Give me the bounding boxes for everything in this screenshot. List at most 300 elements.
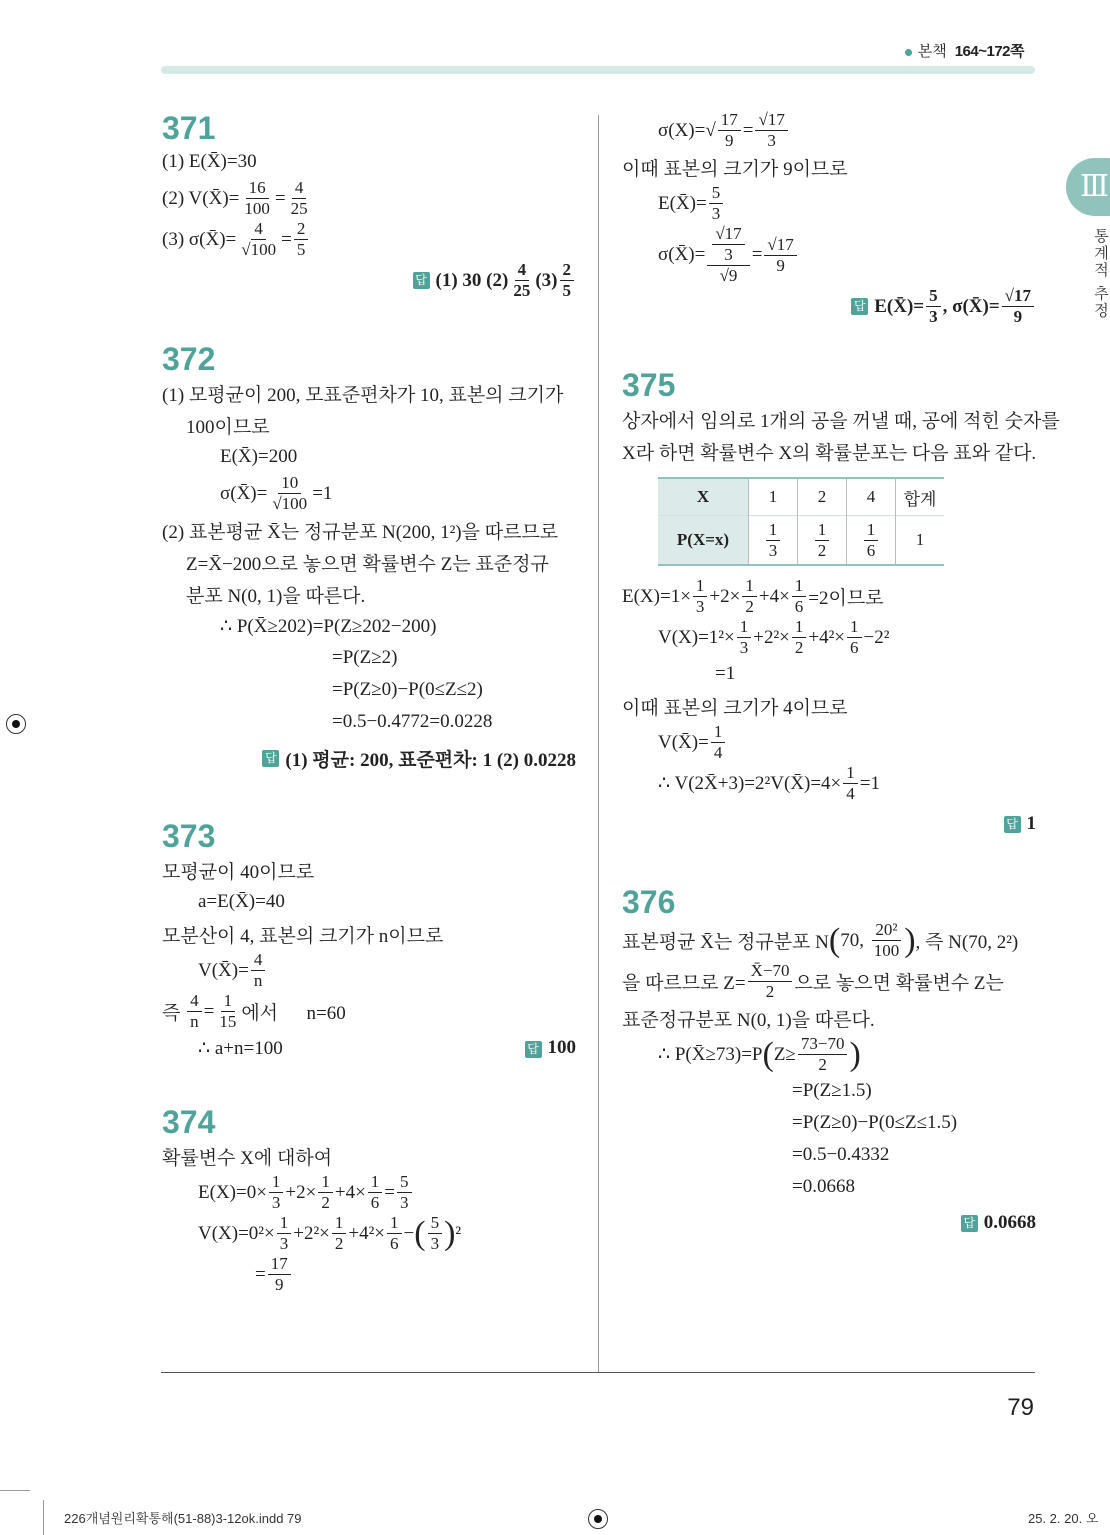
footer-date: 25. 2. 20. 오 (1028, 1511, 1099, 1526)
denominator (332, 1234, 347, 1254)
table-cell (658, 516, 749, 566)
answer-badge-icon: 답 (1004, 816, 1021, 833)
math-text: 3 (739, 638, 749, 657)
math-text: 3 (767, 131, 776, 150)
big-paren: ( (828, 921, 841, 959)
math-text: (3) (535, 269, 558, 291)
table-cell (658, 478, 749, 516)
math-text: ∴ V(2X̄+3)=2²V(X̄)=4× (658, 773, 842, 794)
column-divider (598, 115, 599, 1373)
answer-badge-icon: 답 (413, 272, 430, 289)
math-text: √17 (758, 110, 785, 129)
denominator (288, 199, 311, 219)
math-text: 3 (724, 245, 733, 264)
answer (622, 286, 1036, 327)
denominator (241, 199, 273, 219)
math-text: V(X̄)= (198, 959, 249, 981)
problem-continued (622, 110, 1036, 327)
math-text: σ(X̄)= (658, 244, 706, 265)
math-text: +2²× (293, 1222, 330, 1244)
fraction (847, 617, 862, 658)
fraction (712, 224, 744, 265)
solution-line (622, 151, 1036, 183)
denominator (510, 281, 533, 301)
big-paren: ) (849, 1035, 861, 1073)
fraction (871, 920, 903, 961)
problem-number: 372 (162, 341, 216, 377)
fraction (560, 260, 575, 301)
fraction (792, 576, 807, 617)
solution-line (162, 706, 576, 738)
denominator (272, 1275, 287, 1295)
math-text: 분포 N(0, 1)을 따른다. (186, 585, 366, 607)
denominator (269, 1193, 284, 1213)
solution-line (162, 1213, 576, 1254)
denominator (864, 541, 879, 561)
fraction (798, 1034, 848, 1075)
math-text: E(X)=1× (622, 585, 691, 607)
math-text: = (384, 1181, 396, 1203)
math-text: 1 (817, 519, 827, 539)
bullet-icon (905, 49, 912, 56)
answer-value: 100 (547, 1037, 576, 1058)
math-text: 1 (794, 576, 804, 595)
math-text: = (203, 1000, 215, 1022)
math-text: = (274, 187, 286, 209)
math-text: − (403, 1222, 415, 1244)
math-text: 2 (765, 982, 775, 1001)
numerator (187, 991, 202, 1012)
fraction (387, 1213, 402, 1254)
problem-371 (162, 110, 576, 301)
fraction (926, 286, 941, 327)
denominator (397, 1193, 412, 1213)
math-text: 20² (875, 920, 898, 939)
math-text: , 즉 N(70, 2²) (915, 932, 1019, 953)
math-text: 2 (794, 638, 804, 657)
page-number: 79 (1007, 1394, 1034, 1421)
denominator (926, 307, 941, 327)
math-text: 1 (915, 530, 925, 549)
numerator (292, 178, 307, 199)
table-header-row (658, 478, 944, 516)
math-text: 0.0668 (983, 1212, 1036, 1233)
math-text: X̄−70 (750, 961, 790, 980)
math-text: E(X̄)= (874, 295, 925, 317)
math-text: 3 (695, 597, 705, 616)
math-text: 1 (866, 519, 876, 539)
math-text: 9 (1013, 307, 1023, 326)
math-text: =2이므로 (808, 588, 884, 609)
math-text: E(X̄)=200 (220, 446, 298, 467)
math-text: +2× (709, 585, 741, 607)
problem-372 (162, 341, 576, 778)
fraction (737, 617, 752, 658)
solution-line (162, 441, 576, 473)
problem-number: 375 (622, 367, 676, 403)
math-text: P(X=x) (676, 530, 730, 549)
solution-line (622, 920, 1036, 961)
math-text: 2 (817, 487, 827, 506)
math-text: (2) 표본평균 X̄는 정규분포 N(200, 1²)을 따르므로 (162, 521, 559, 543)
solution-line (622, 110, 1036, 151)
math-text: X라 하면 확률변수 X의 확률분포는 다음 표와 같다. (622, 442, 1037, 464)
math-text: 70, (840, 929, 869, 951)
fraction (216, 991, 239, 1032)
numerator (251, 219, 266, 240)
math-text: √9 (719, 266, 738, 285)
numerator (872, 920, 900, 941)
solution-line (622, 576, 1036, 617)
numerator (560, 260, 575, 281)
math-text: 4 (846, 784, 855, 803)
math-text: 73−70 (800, 1034, 845, 1053)
numerator (246, 178, 269, 199)
fraction (269, 473, 310, 514)
numerator (707, 224, 749, 266)
math-text: 에서 n=60 (241, 1003, 346, 1024)
math-text: 5 (562, 281, 571, 300)
math-text: =1 (312, 482, 333, 504)
math-text: 3 (768, 540, 778, 560)
fraction (742, 576, 757, 617)
math-text: 6 (850, 638, 859, 657)
problem-375 (622, 367, 1060, 844)
math-text: 6 (390, 1234, 399, 1253)
table-cell (798, 478, 847, 516)
math-text: 1 (279, 1213, 289, 1232)
math-text: 4 (253, 950, 263, 969)
solution-line (162, 146, 576, 178)
problem-number: 373 (162, 818, 216, 854)
math-text: 1 (745, 576, 754, 595)
fraction (277, 1213, 292, 1254)
math-text: 1 (768, 519, 778, 539)
table-cell (896, 478, 945, 516)
math-text: (1) 30 (2) (435, 269, 509, 291)
math-text: 3 (430, 1234, 440, 1253)
math-text: Z=X̄−200으로 놓으면 확률변수 Z는 표준정규 (186, 553, 549, 575)
solution-line (162, 610, 576, 642)
numerator (1002, 286, 1034, 307)
solution-line (162, 1140, 576, 1172)
math-text: 1 (223, 991, 233, 1010)
math-text: 4 (254, 219, 263, 238)
solution-line (622, 1034, 1036, 1075)
fraction (318, 1172, 333, 1213)
numerator (843, 763, 858, 784)
denominator (294, 240, 309, 260)
solution-line (622, 1075, 1036, 1107)
math-text: E(X)=0× (198, 1181, 267, 1203)
table-cell (749, 478, 798, 516)
math-text: 즉 (162, 1003, 186, 1024)
solution-line (162, 950, 576, 991)
math-text: 2 (296, 219, 306, 238)
big-paren: ) (904, 921, 916, 959)
math-text: E(X̄)= (658, 192, 707, 214)
solution-line (162, 642, 576, 674)
numerator (718, 110, 741, 131)
registration-mark-icon (588, 1509, 608, 1529)
denominator (773, 256, 788, 276)
numerator (792, 617, 807, 638)
fraction (815, 520, 830, 561)
table-cell (896, 516, 945, 566)
numerator (428, 1213, 443, 1234)
numerator (764, 235, 796, 256)
math-text: 17 (270, 1254, 288, 1273)
big-paren: ( (414, 1214, 426, 1252)
table-cell (749, 516, 798, 566)
big-paren: ( (762, 1035, 774, 1073)
numerator (742, 576, 757, 597)
solution-line (622, 722, 1036, 763)
math-text: 1 (713, 722, 723, 741)
math-text: =0.5−0.4332 (792, 1144, 890, 1165)
table-cell (847, 478, 896, 516)
chapter-title: 통계적 추정 (1092, 228, 1109, 320)
math-text: 3 (711, 204, 721, 223)
fraction (711, 722, 726, 763)
math-text: 5 (929, 286, 938, 305)
fraction (766, 520, 781, 561)
numerator (712, 224, 744, 245)
math-text: =1 (715, 663, 736, 684)
math-text: a=E(X̄)=40 (198, 891, 285, 912)
math-text: 이때 표본의 크기가 9이므로 (622, 158, 848, 180)
bottom-rule (161, 1372, 1035, 1373)
solution-line (162, 1172, 576, 1213)
math-text: 5 (400, 1172, 409, 1191)
problem-number: 376 (622, 884, 676, 920)
math-text: 10 (281, 473, 299, 492)
math-text: 1 (390, 1213, 399, 1232)
math-text: = (281, 228, 292, 250)
math-text: 16 (248, 178, 266, 197)
denominator (269, 494, 310, 514)
solution-line (622, 763, 1036, 804)
table-cell (847, 516, 896, 566)
math-text: 1 (271, 1172, 281, 1191)
math-text: 1 (794, 617, 804, 636)
math-text: , σ(X̄)= (942, 295, 1000, 317)
solution-line (622, 224, 1036, 286)
math-text: 25 (290, 199, 308, 218)
math-text: 1 (739, 617, 749, 636)
numerator (798, 1034, 848, 1055)
math-text: 상자에서 임의로 1개의 공을 꺼낼 때, 공에 적힌 숫자를 (622, 410, 1060, 432)
denominator (277, 1234, 292, 1254)
fraction (792, 617, 807, 658)
denominator (815, 541, 830, 561)
footer-file: 226개념원리확통해(51-88)3-12ok.indd 79 (64, 1511, 302, 1526)
answer (622, 1203, 1036, 1243)
fraction (428, 1213, 443, 1254)
math-text: 2 (818, 1055, 827, 1074)
math-text: −2² (863, 626, 890, 648)
math-text: 1 (768, 487, 778, 506)
math-text: 3 (279, 1234, 289, 1253)
math-text: +4× (334, 1181, 366, 1203)
numerator (269, 1172, 284, 1193)
fraction (748, 961, 793, 1002)
math-text: +2× (285, 1181, 317, 1203)
math-text: =P(Z≥0)−P(0≤Z≤2) (332, 679, 483, 700)
math-text: =P(Z≥2) (332, 647, 398, 668)
denominator (216, 1012, 239, 1032)
answer (162, 260, 576, 301)
math-text: √17 (715, 224, 742, 243)
denominator (251, 971, 266, 991)
fraction (843, 763, 858, 804)
solution-line (162, 219, 576, 260)
math-text: 1 (370, 1172, 380, 1191)
fraction (693, 576, 708, 617)
math-text: σ(X̄)= (220, 482, 268, 504)
denominator (693, 597, 708, 617)
fraction (707, 224, 749, 286)
solution-line (162, 854, 576, 886)
numerator (926, 286, 941, 307)
fraction (397, 1172, 412, 1213)
solution-line (622, 435, 1036, 467)
numerator (387, 1213, 402, 1234)
denominator (238, 240, 279, 260)
left-column (162, 110, 576, 1295)
solution-line (622, 403, 1060, 435)
numerator (709, 183, 724, 204)
fraction (269, 1172, 284, 1213)
math-text: 9 (725, 131, 734, 150)
numerator (864, 520, 879, 541)
math-text: 100 (244, 199, 270, 218)
math-text: V(X̄)= (658, 731, 709, 753)
math-text: 4 (190, 991, 199, 1010)
math-text: +4²× (808, 626, 846, 648)
header-bar (161, 66, 1035, 74)
math-text: ∴ a+n=100 (198, 1037, 283, 1059)
solution-line (162, 1032, 576, 1064)
numerator (277, 1213, 292, 1234)
math-text: 3 (929, 307, 938, 326)
answer-badge-icon: 답 (525, 1041, 542, 1058)
numerator (268, 1254, 291, 1275)
math-text: 5 (296, 240, 306, 259)
solution-line (622, 183, 1036, 224)
fraction (288, 178, 311, 219)
math-text: 1 (334, 1213, 344, 1232)
math-text: √17 (1004, 286, 1031, 305)
right-column (622, 110, 1060, 1243)
math-text: 모평균이 40이므로 (162, 861, 315, 883)
solution-line (162, 514, 576, 546)
crop-mark (43, 1500, 44, 1535)
numerator (755, 110, 787, 131)
math-text: 4 (294, 178, 304, 197)
numerator (318, 1172, 333, 1193)
denominator (792, 638, 807, 658)
problem-376 (622, 884, 1036, 1243)
math-text: 9 (776, 255, 785, 275)
math-text: 6 (866, 540, 876, 560)
table-cell (798, 516, 847, 566)
table-row (658, 516, 944, 566)
solution-line (162, 991, 576, 1032)
registration-mark-icon (6, 714, 26, 734)
solution-line (622, 1107, 1036, 1139)
fraction (864, 520, 879, 561)
denominator (560, 281, 575, 301)
math-text: X (696, 487, 710, 506)
denominator (742, 597, 757, 617)
solution-line (162, 473, 576, 514)
numerator (294, 219, 309, 240)
math-text: 합계 (903, 489, 937, 509)
solution-line (622, 658, 1036, 690)
math-text: 3 (271, 1193, 281, 1212)
numerator (515, 260, 530, 281)
fraction (709, 183, 724, 224)
math-text: 모분산이 4, 표본의 크기가 n이므로 (162, 925, 444, 947)
math-text: 으로 놓으면 확률변수 Z는 (794, 973, 1004, 994)
math-text: (2) V(X̄)= (162, 187, 240, 209)
book-label: 본책 (917, 43, 947, 60)
math-text: 1 (695, 576, 705, 595)
numerator (693, 576, 708, 597)
denominator (1011, 307, 1026, 327)
big-paren: ) (444, 1214, 456, 1252)
math-text: =1 (859, 772, 880, 794)
numerator (815, 520, 830, 541)
math-text: 15 (219, 1012, 237, 1031)
denominator (318, 1193, 333, 1213)
numerator (792, 576, 807, 597)
numerator (397, 1172, 412, 1193)
math-text: +4²× (348, 1222, 386, 1244)
numerator (278, 473, 301, 494)
math-text: 6 (370, 1193, 380, 1212)
denominator (766, 541, 781, 561)
denominator (737, 638, 752, 658)
numerator (737, 617, 752, 638)
fraction (332, 1213, 347, 1254)
denominator (187, 1012, 202, 1032)
math-text: 1 (850, 617, 859, 636)
denominator (815, 1055, 830, 1075)
solution-line (622, 1171, 1036, 1203)
page-header (905, 40, 1024, 61)
denominator (717, 266, 741, 286)
solution-line (162, 578, 576, 610)
math-text: 17 (720, 110, 738, 129)
math-text: 9 (274, 1275, 284, 1294)
math-text: ∴ P(X̄≥202)=P(Z≥202−200) (220, 615, 437, 637)
fraction (755, 110, 787, 151)
numerator (766, 520, 781, 541)
math-text: 100이므로 (186, 416, 270, 438)
numerator (332, 1213, 347, 1234)
chapter-tab: Ⅲ (1066, 158, 1110, 216)
math-text: =P(Z≥1.5) (792, 1080, 872, 1101)
math-text: (1) 평균: 200, 표준편차: 1 (2) 0.0228 (285, 749, 576, 771)
solution-line (622, 1139, 1036, 1171)
math-text: ∴ P(X̄≥73)=P (658, 1044, 763, 1065)
denominator (871, 941, 903, 961)
math-text: 이때 표본의 크기가 4이므로 (622, 697, 848, 719)
math-text: 2 (817, 540, 827, 560)
math-text: 확률변수 X에 대하여 (162, 1147, 333, 1169)
